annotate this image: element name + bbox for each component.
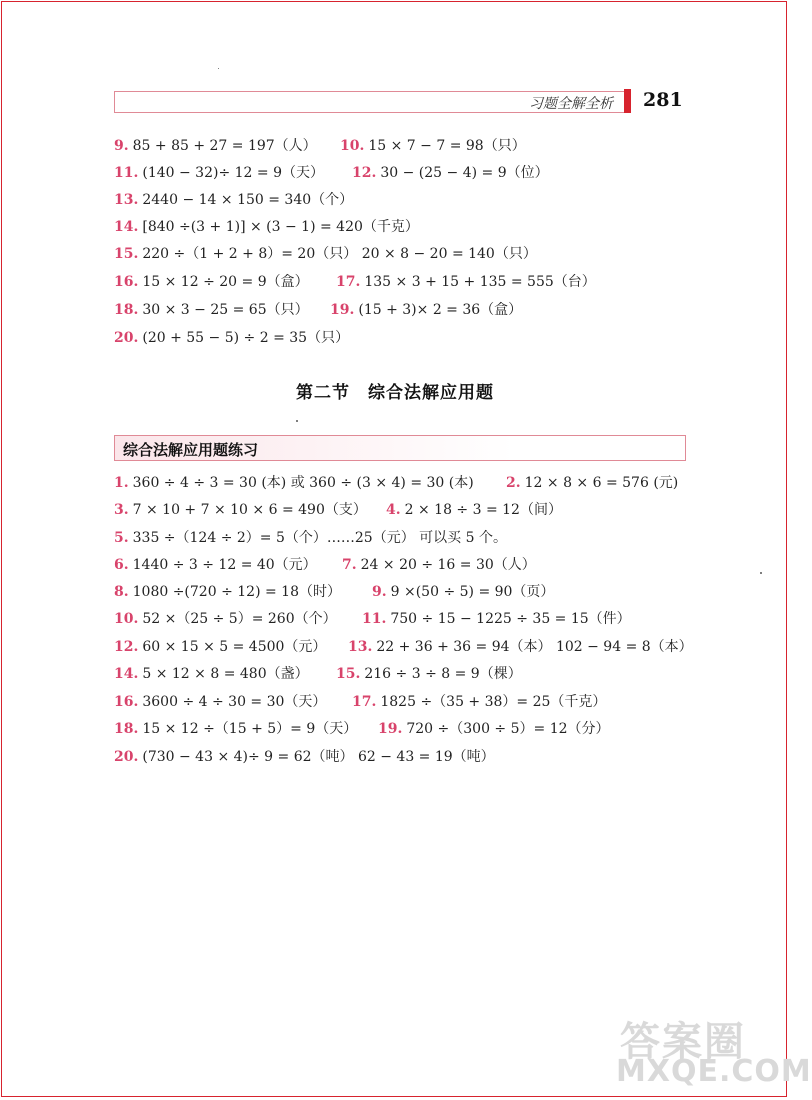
answer-item (114, 636, 326, 658)
item-number: 8. (114, 584, 129, 600)
item-text: 30 − (25 − 4) = 9（位） (380, 165, 549, 181)
item-number: 19. (330, 302, 355, 318)
answer-item (114, 554, 317, 576)
item-text: 3600 ÷ 4 ÷ 30 = 30（天） (142, 694, 327, 710)
item-number: 11. (362, 611, 387, 627)
answer-item (114, 243, 537, 265)
item-text: 220 ÷（1 + 2 + 8）= 20（只） 20 × 8 − 20 = 140（只） (142, 246, 537, 262)
page-number: 281 (643, 89, 683, 111)
item-text: (15 + 3)× 2 = 36（盒） (358, 302, 523, 318)
item-number: 13. (114, 192, 139, 208)
item-number: 18. (114, 302, 139, 318)
item-number: 6. (114, 557, 129, 573)
item-text: 1080 ÷(720 ÷ 12) = 18（时） (132, 584, 341, 600)
item-number: 20. (114, 330, 139, 346)
item-text: 9 ×(50 ÷ 5) = 90（页） (390, 584, 555, 600)
item-text: (20 + 55 − 5) ÷ 2 = 35（只） (142, 330, 350, 346)
answer-item (352, 162, 549, 184)
item-text: [840 ÷(3 + 1)] × (3 − 1) = 420（千克） (142, 219, 419, 235)
practice-title: 综合法解应用题练习 (123, 441, 259, 459)
item-text: 1440 ÷ 3 ÷ 12 = 40（元） (132, 557, 317, 573)
item-number: 10. (340, 138, 365, 154)
item-number: 19. (378, 721, 403, 737)
item-number: 17. (352, 694, 377, 710)
answer-item (114, 718, 357, 740)
item-text: 30 × 3 − 25 = 65（只） (142, 302, 309, 318)
answer-item (114, 299, 309, 321)
item-text: 135 × 3 + 15 + 135 = 555（台） (364, 274, 596, 290)
item-text: 1825 ÷（35 + 38）= 25（千克） (380, 694, 607, 710)
item-number: 14. (114, 219, 139, 235)
item-text: 360 ÷ 4 ÷ 3 = 30 (本) 或 360 ÷ (3 × 4) = 30 (本) (132, 475, 474, 491)
item-text: 720 ÷（300 ÷ 5）= 12（分） (406, 721, 610, 737)
item-text: 85 + 85 + 27 = 197（人） (132, 138, 317, 154)
answer-item (114, 216, 419, 238)
answer-item (336, 663, 522, 685)
answer-item (378, 718, 610, 740)
answer-item (330, 299, 522, 321)
watermark-bottom: MXQE.COM (616, 1054, 812, 1089)
answer-item (342, 554, 536, 576)
answer-item (114, 499, 367, 521)
item-number: 2. (506, 475, 521, 491)
answer-item (340, 135, 526, 157)
item-number: 9. (114, 138, 129, 154)
item-text: 60 × 15 × 5 = 4500（元） (142, 639, 327, 655)
item-number: 9. (372, 584, 387, 600)
item-text: 15 × 12 ÷ 20 = 9（盒） (142, 274, 309, 290)
item-text: 24 × 20 ÷ 16 = 30（人） (360, 557, 536, 573)
answer-item (114, 746, 495, 768)
item-number: 4. (386, 502, 401, 518)
stray-mark (760, 572, 762, 574)
watermark-logo (610, 1010, 812, 1090)
answer-item (114, 327, 349, 349)
item-number: 13. (348, 639, 373, 655)
item-text: 216 ÷ 3 ÷ 8 = 9（棵） (364, 666, 522, 682)
item-text: 335 ÷（124 ÷ 2）= 5（个）……25（元） 可以买 5 个。 (132, 530, 507, 546)
item-text: 15 × 7 − 7 = 98（只） (368, 138, 526, 154)
item-number: 20. (114, 749, 139, 765)
item-number: 12. (114, 639, 139, 655)
stray-mark (296, 420, 298, 422)
answer-item (114, 162, 324, 184)
item-number: 14. (114, 666, 139, 682)
answer-item (336, 271, 596, 293)
answer-item (506, 472, 678, 494)
item-number: 18. (114, 721, 139, 737)
answer-item (386, 499, 562, 521)
answer-item (114, 608, 337, 630)
watermark-top: 答案圈 (620, 1019, 746, 1065)
answer-item (114, 271, 309, 293)
practice-banner (114, 435, 686, 461)
item-text: (140 − 32)÷ 12 = 9（天） (142, 165, 324, 181)
item-text: 52 ×（25 ÷ 5）= 260（个） (142, 611, 337, 627)
answer-item (114, 663, 309, 685)
item-text: 5 × 12 × 8 = 480（盏） (142, 666, 309, 682)
stray-mark (218, 68, 219, 69)
item-number: 17. (336, 274, 361, 290)
item-number: 1. (114, 475, 129, 491)
item-number: 10. (114, 611, 139, 627)
item-text: 7 × 10 + 7 × 10 × 6 = 490（支） (132, 502, 367, 518)
item-text: 750 ÷ 15 − 1225 ÷ 35 = 15（件） (390, 611, 631, 627)
answer-item (114, 189, 353, 211)
item-number: 15. (114, 246, 139, 262)
header-banner (114, 91, 630, 113)
answer-item (372, 581, 554, 603)
item-number: 16. (114, 694, 139, 710)
header-title: 习题全解全析 (529, 96, 613, 112)
answer-item (348, 636, 693, 658)
item-number: 7. (342, 557, 357, 573)
answer-item (114, 527, 507, 549)
answer-item (362, 608, 631, 630)
item-text: 15 × 12 ÷（15 + 5）= 9（天） (142, 721, 358, 737)
item-text: 22 + 36 + 36 = 94（本） 102 − 94 = 8（本） (376, 639, 693, 655)
item-number: 16. (114, 274, 139, 290)
answer-item (114, 581, 341, 603)
item-text: 12 × 8 × 6 = 576 (元) (524, 475, 679, 491)
answer-item (114, 135, 317, 157)
section-heading: 第二节 综合法解应用题 (296, 383, 494, 403)
item-text: (730 − 43 × 4)÷ 9 = 62（吨） 62 − 43 = 19（吨） (142, 749, 495, 765)
item-number: 11. (114, 165, 139, 181)
answer-item (114, 472, 474, 494)
item-text: 2440 − 14 × 150 = 340（个） (142, 192, 354, 208)
item-number: 15. (336, 666, 361, 682)
item-number: 12. (352, 165, 377, 181)
item-number: 5. (114, 530, 129, 546)
answer-item (114, 691, 326, 713)
header-accent-bar (624, 89, 631, 113)
item-text: 2 × 18 ÷ 3 = 12（间） (404, 502, 562, 518)
item-number: 3. (114, 502, 129, 518)
answer-item (352, 691, 606, 713)
